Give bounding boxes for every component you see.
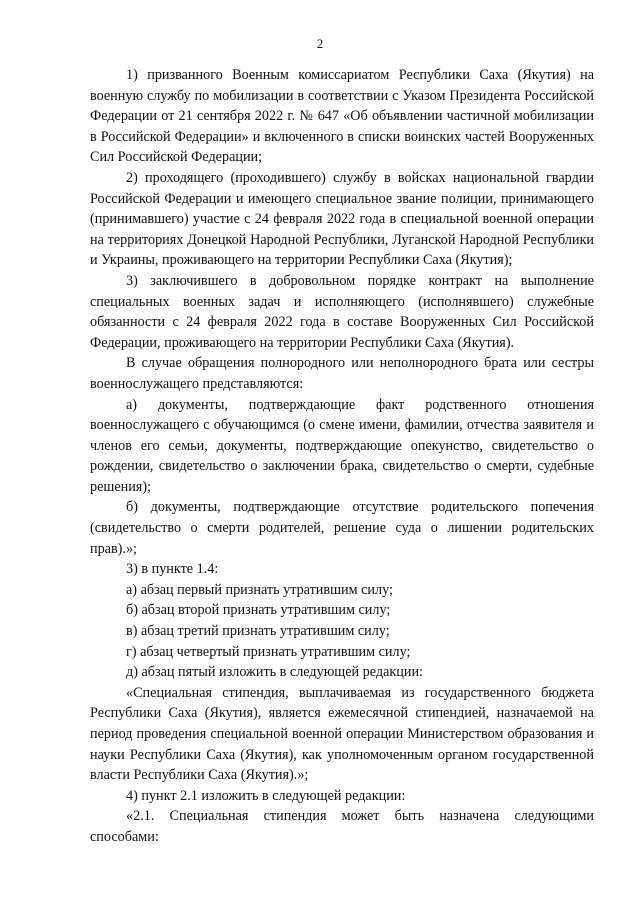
paragraph-abzac-2: б) абзац второй признать утратившим силу; [126, 602, 391, 619]
paragraph-contract: 3) заключившего в добровольном порядке контракт на выполнение специальных военных задач и исполняющего (исполнявшего) служебные обязанности с 24 февраля 2022 года в составе Вооруженных Сил Российской Федерации, проживающего на территории Республики Саха (Якутия). [90, 272, 594, 351]
paragraph-mobilized: 1) призванного Военным комиссариатом Республики Саха (Якутия) на военную службу по мобилизации в соответствии с Указом Президента Российской Федерации от 21 сентября 2022 г. № 647 «Об объявлении частичной мобилизации в Российской Федерации» и включенного в списки воинских частей Вооруженных Сил Российской Федерации; [90, 67, 594, 166]
paragraph-national-guard: 2) проходящего (проходившего) службу в войсках национальной гвардии Российской Федерации и имеющего специальное звание полиции, принимающего (принимавшего) участие с 24 февраля 2022 года в специальной военной операции на территориях Донецкой Народной Республики, Луганской Народной Республики и Украины, проживающего на территории Республики Саха (Якутия); [90, 169, 594, 269]
paragraph-abzac-1: а) абзац первый признать утратившим силу; [126, 581, 393, 598]
page-number: 2 [316, 36, 324, 51]
paragraph-clause-1-4: 3) в пункте 1.4: [126, 561, 219, 578]
paragraph-abzac-5: д) абзац пятый изложить в следующей редакции: [126, 664, 424, 681]
paragraph-item-a-documents: а) документы, подтверждающие факт родственного отношения военнослужащего с обучающимся (о смене имени, фамилии, отчества заявителя и членов его семьи, документы, подтверждающие опекунство, свидетельство о рождении, свидетельство о заключении брака, свидетельство о смерти, судебные решения); [90, 396, 594, 495]
paragraph-clause-2-1-text: «2.1. Специальная стипендия может быть назначена следующими способами: [90, 808, 594, 845]
paragraph-abzac-3: в) абзац третий признать утратившим силу; [126, 623, 390, 640]
document-body [90, 65, 594, 848]
paragraph-clause-2-1: 4) пункт 2.1 изложить в следующей редакции: [126, 787, 406, 804]
paragraph-special-stipend: «Специальная стипендия, выплачиваемая из государственного бюджета Республики Саха (Якутия), является ежемесячной стипендией, назначаемой на период проведения специальной военной операции Министерством образования и науки Республики Саха (Якутия), как уполномоченным органом государственной власти Республики Саха (Якутия).»; [90, 684, 594, 784]
paragraph-item-b-documents: б) документы, подтверждающие отсутствие родительского попечения (свидетельство о смерти родителей, решение суда о лишении родительских прав).»; [90, 499, 594, 557]
paragraph-sibling-case: В случае обращения полнородного или неполнородного брата или сестры военнослужащего представляются: [90, 355, 594, 392]
paragraph-abzac-4: г) абзац четвертый признать утратившим силу; [126, 643, 411, 660]
